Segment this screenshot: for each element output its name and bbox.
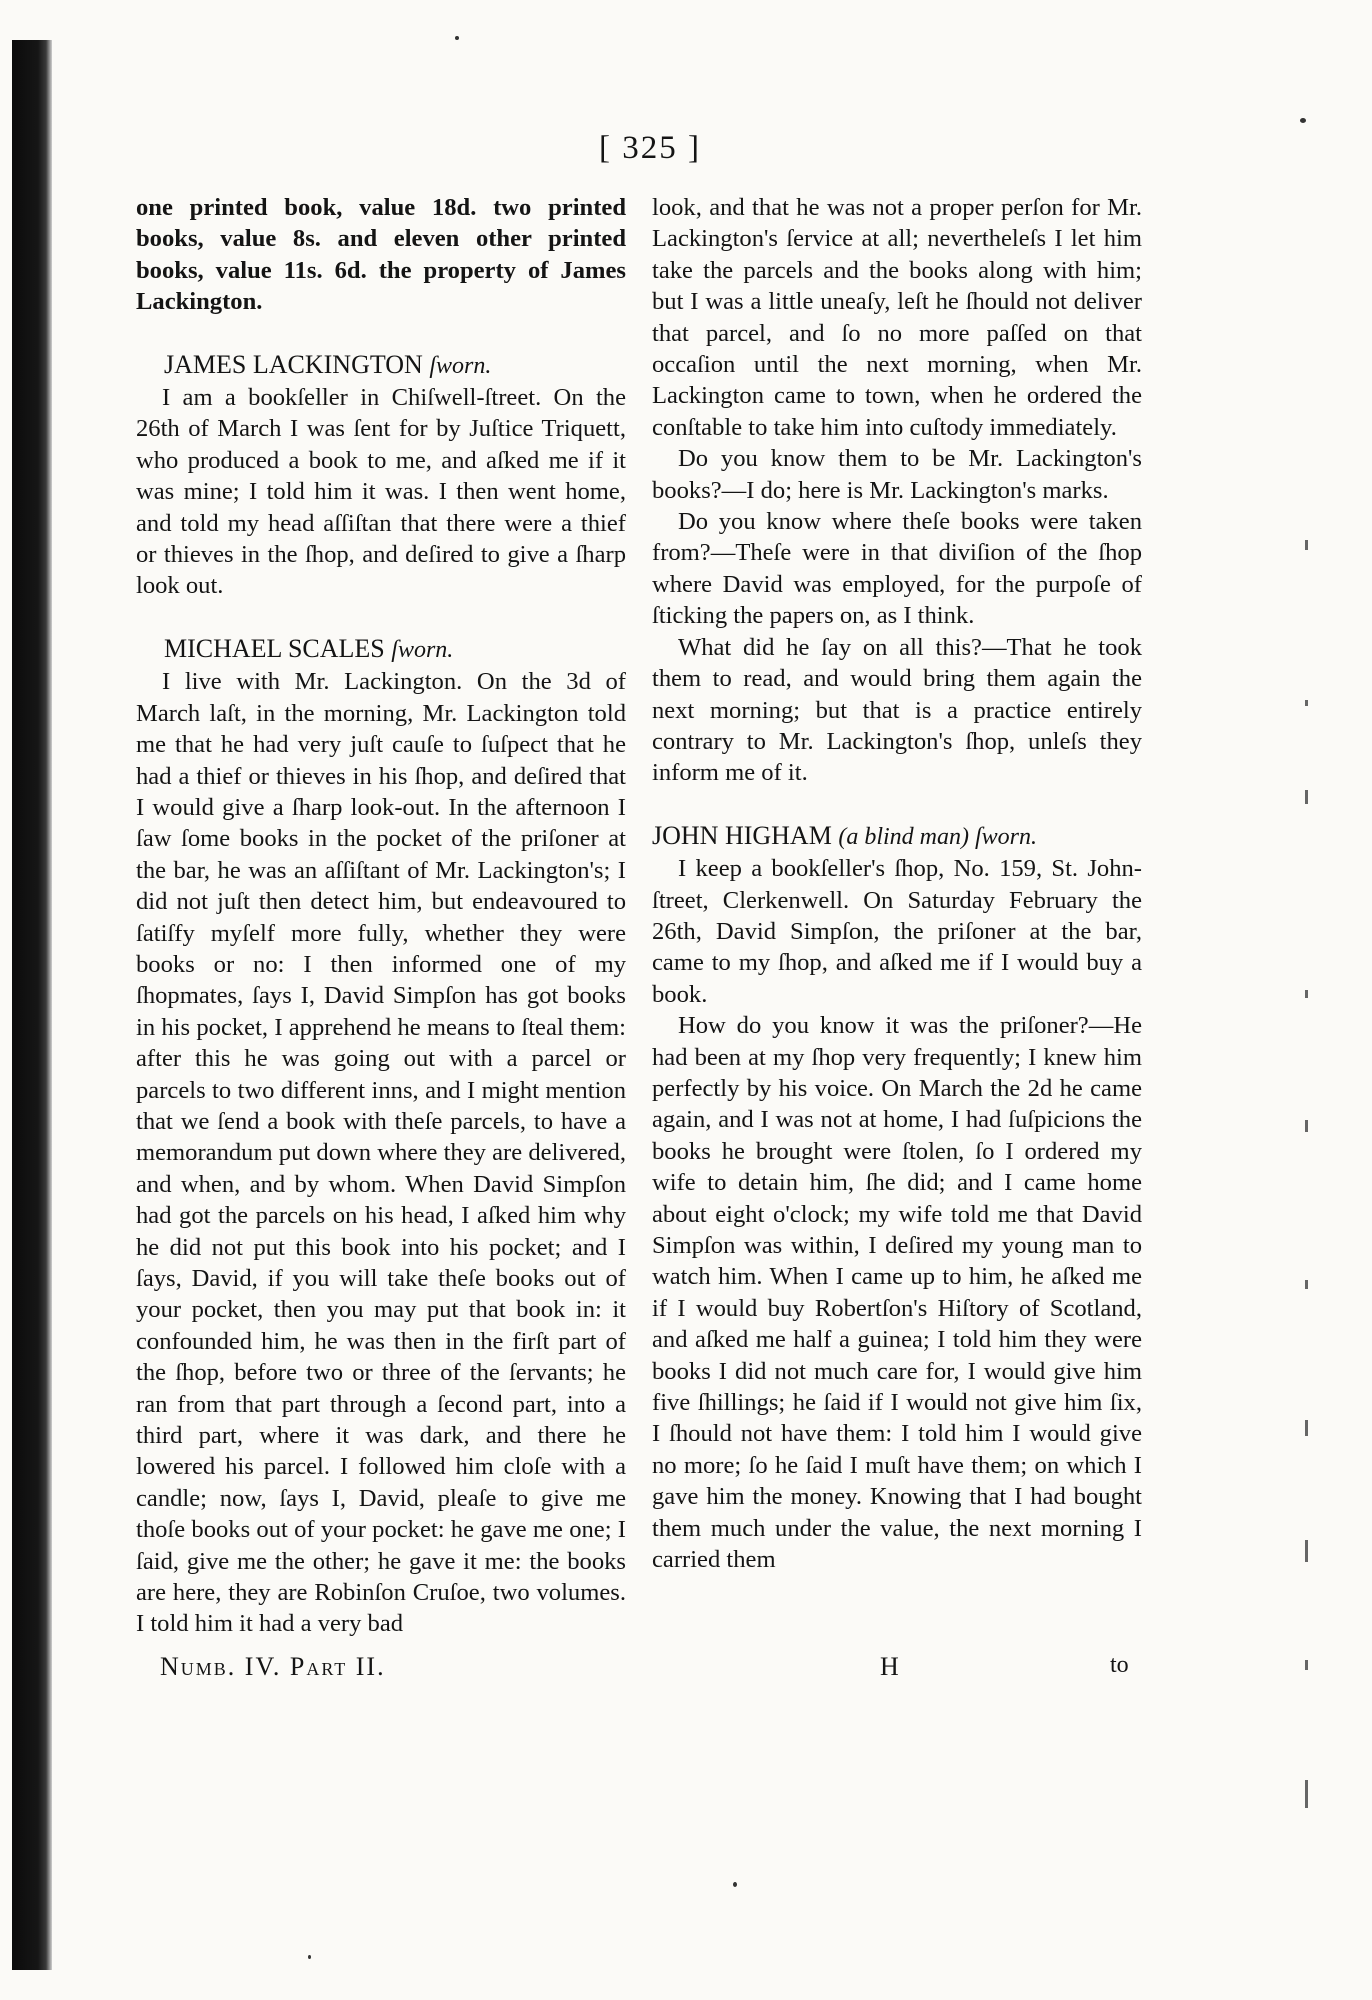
catchword: to [1110,1652,1129,1678]
ink-speck [308,1955,311,1959]
question-answer: Do you know where theſe books were taken from?—Theſe were in that diviſion of the ſhop where David was employed, for the purpoſe of ſticking the papers on, as I think. [652,508,1142,630]
ink-speck [455,36,459,40]
question-answer: Do you know them to be Mr. Lackington's books?—I do; here is Mr. Lackington's marks. [652,445,1142,504]
witness-heading-lackington [136,349,626,382]
witness-name: JAMES LACKINGTON [164,349,423,379]
testimony-continuation: look, and that he was not a proper perſon for Mr. Lackington's ſervice at all; nevertheleſs I let him take the parcels and the books along with him; but I was a little uneaſy, leſt he ſhould not deliver that parcel, and ſo no more paſſed on that occaſion until the next morning, when Mr. Lackington came to town, when he ordered the conſtable to take him into cuſtody immediately. [652,194,1142,441]
ink-speck [733,1882,737,1887]
sworn-label: ſworn. [429,352,492,379]
page-edge-marks [1300,520,1314,1900]
sworn-label: ſworn. [391,636,454,663]
right-column [652,192,1142,1575]
book-binding-shadow [12,40,52,1970]
intro-paragraph: one printed book, value 18d. two printed books, value 8s. and eleven other printed books, value 11s. 6d. the property of James Lackington. [136,194,626,316]
witness-heading-higham [652,820,1142,853]
witness-heading-scales [136,633,626,666]
left-column [136,192,626,1640]
signature-mark: H [880,1652,899,1681]
witness-name: MICHAEL SCALES [164,633,385,663]
testimony-scales: I live with Mr. Lackington. On the 3d of March laſt, in the morning, Mr. Lackington told me that he had very juſt cauſe to ſuſpect that he had a thief or thieves in his ſhop, and deſired that I would give a ſharp look-out. In the afternoon I ſaw ſome books in the pocket of the priſoner at the bar, he was an aſſiſtant of Mr. Lackington's; I did not juſt then detect him, but endeavoured to ſatiſfy myſelf more fully, whether they were books or no: I then informed one of my ſhopmates, ſays I, David Simpſon has got books in his pocket, I apprehend he means to ſteal them: after this he was going out with a parcel or parcels to two different inns, and I might mention that we ſend a book with theſe parcels, to have a memorandum put down where they are delivered, and when, and by whom. When David Simpſon had got the parcels on his head, I aſked him why he did not put this book into his pocket; and I ſays, David, if you will take theſe books out of your pocket, then you may put that book in: it confounded him, he was then in the firſt part of the ſhop, before two or three of the ſervants; he ran from that part through a ſecond part, into a third part, where it was dark, and there he lowered his parcel. I followed him cloſe with a candle; now, ſays I, David, pleaſe to give me thoſe books out of your pocket: he gave me one; I ſaid, give me the other; he gave it me: the books are here, they are Robinſon Cruſoe, two volumes. I told him it had a very bad [136,668,626,1638]
ink-speck [1300,118,1306,123]
footer-part-label: Numb. IV. Part II. [160,1652,386,1681]
sworn-label: (a blind man) ſworn. [838,823,1038,850]
testimony-lackington: I am a bookſeller in Chiſwell-ſtreet. On the 26th of March I was ſent for by Juſtice Triquett, who produced a book to me, and aſked me if it was mine; I told him it was. I then went home, and told my head aſſiſtan that there were a thief or thieves in the ſhop, and deſired to give a ſharp look out. [136,384,626,600]
question-answer: What did he ſay on all this?—That he took them to read, and would bring them again the next morning; but that is a practice entirely contrary to Mr. Lackington's ſhop, unleſs they inform me of it. [652,633,1142,787]
page-number: [ 325 ] [599,130,701,166]
question-answer: How do you know it was the priſoner?—He had been at my ſhop very frequently; I knew him perfectly by his voice. On March the 2d he came again, and I was not at home, I had ſuſpicions the books he brought were ſtolen, ſo I ordered my wife to detain him, ſhe did; and I came home about eight o'clock; my wife told me that David Simpſon was within, I deſired my young man to watch him. When I came up to him, he aſked me if I would buy Robertſon's Hiſtory of Scotland, and aſked me half a guinea; I told him they were books I did not much care for, I would give him five ſhillings; he ſaid if I would not give him ſix, I ſhould not have them: I told him I would give no more; ſo he ſaid I muſt have them; on which I gave him the money. Knowing that I had bought them much under the value, the next morning I carried them [652,1012,1142,1574]
witness-name: JOHN HIGHAM [652,820,832,850]
testimony-higham: I keep a bookſeller's ſhop, No. 159, St. John-ſtreet, Clerkenwell. On Saturday February the 26th, David Simpſon, the priſoner at the bar, came to my ſhop, and aſked me if I would buy a book. [652,855,1142,1008]
